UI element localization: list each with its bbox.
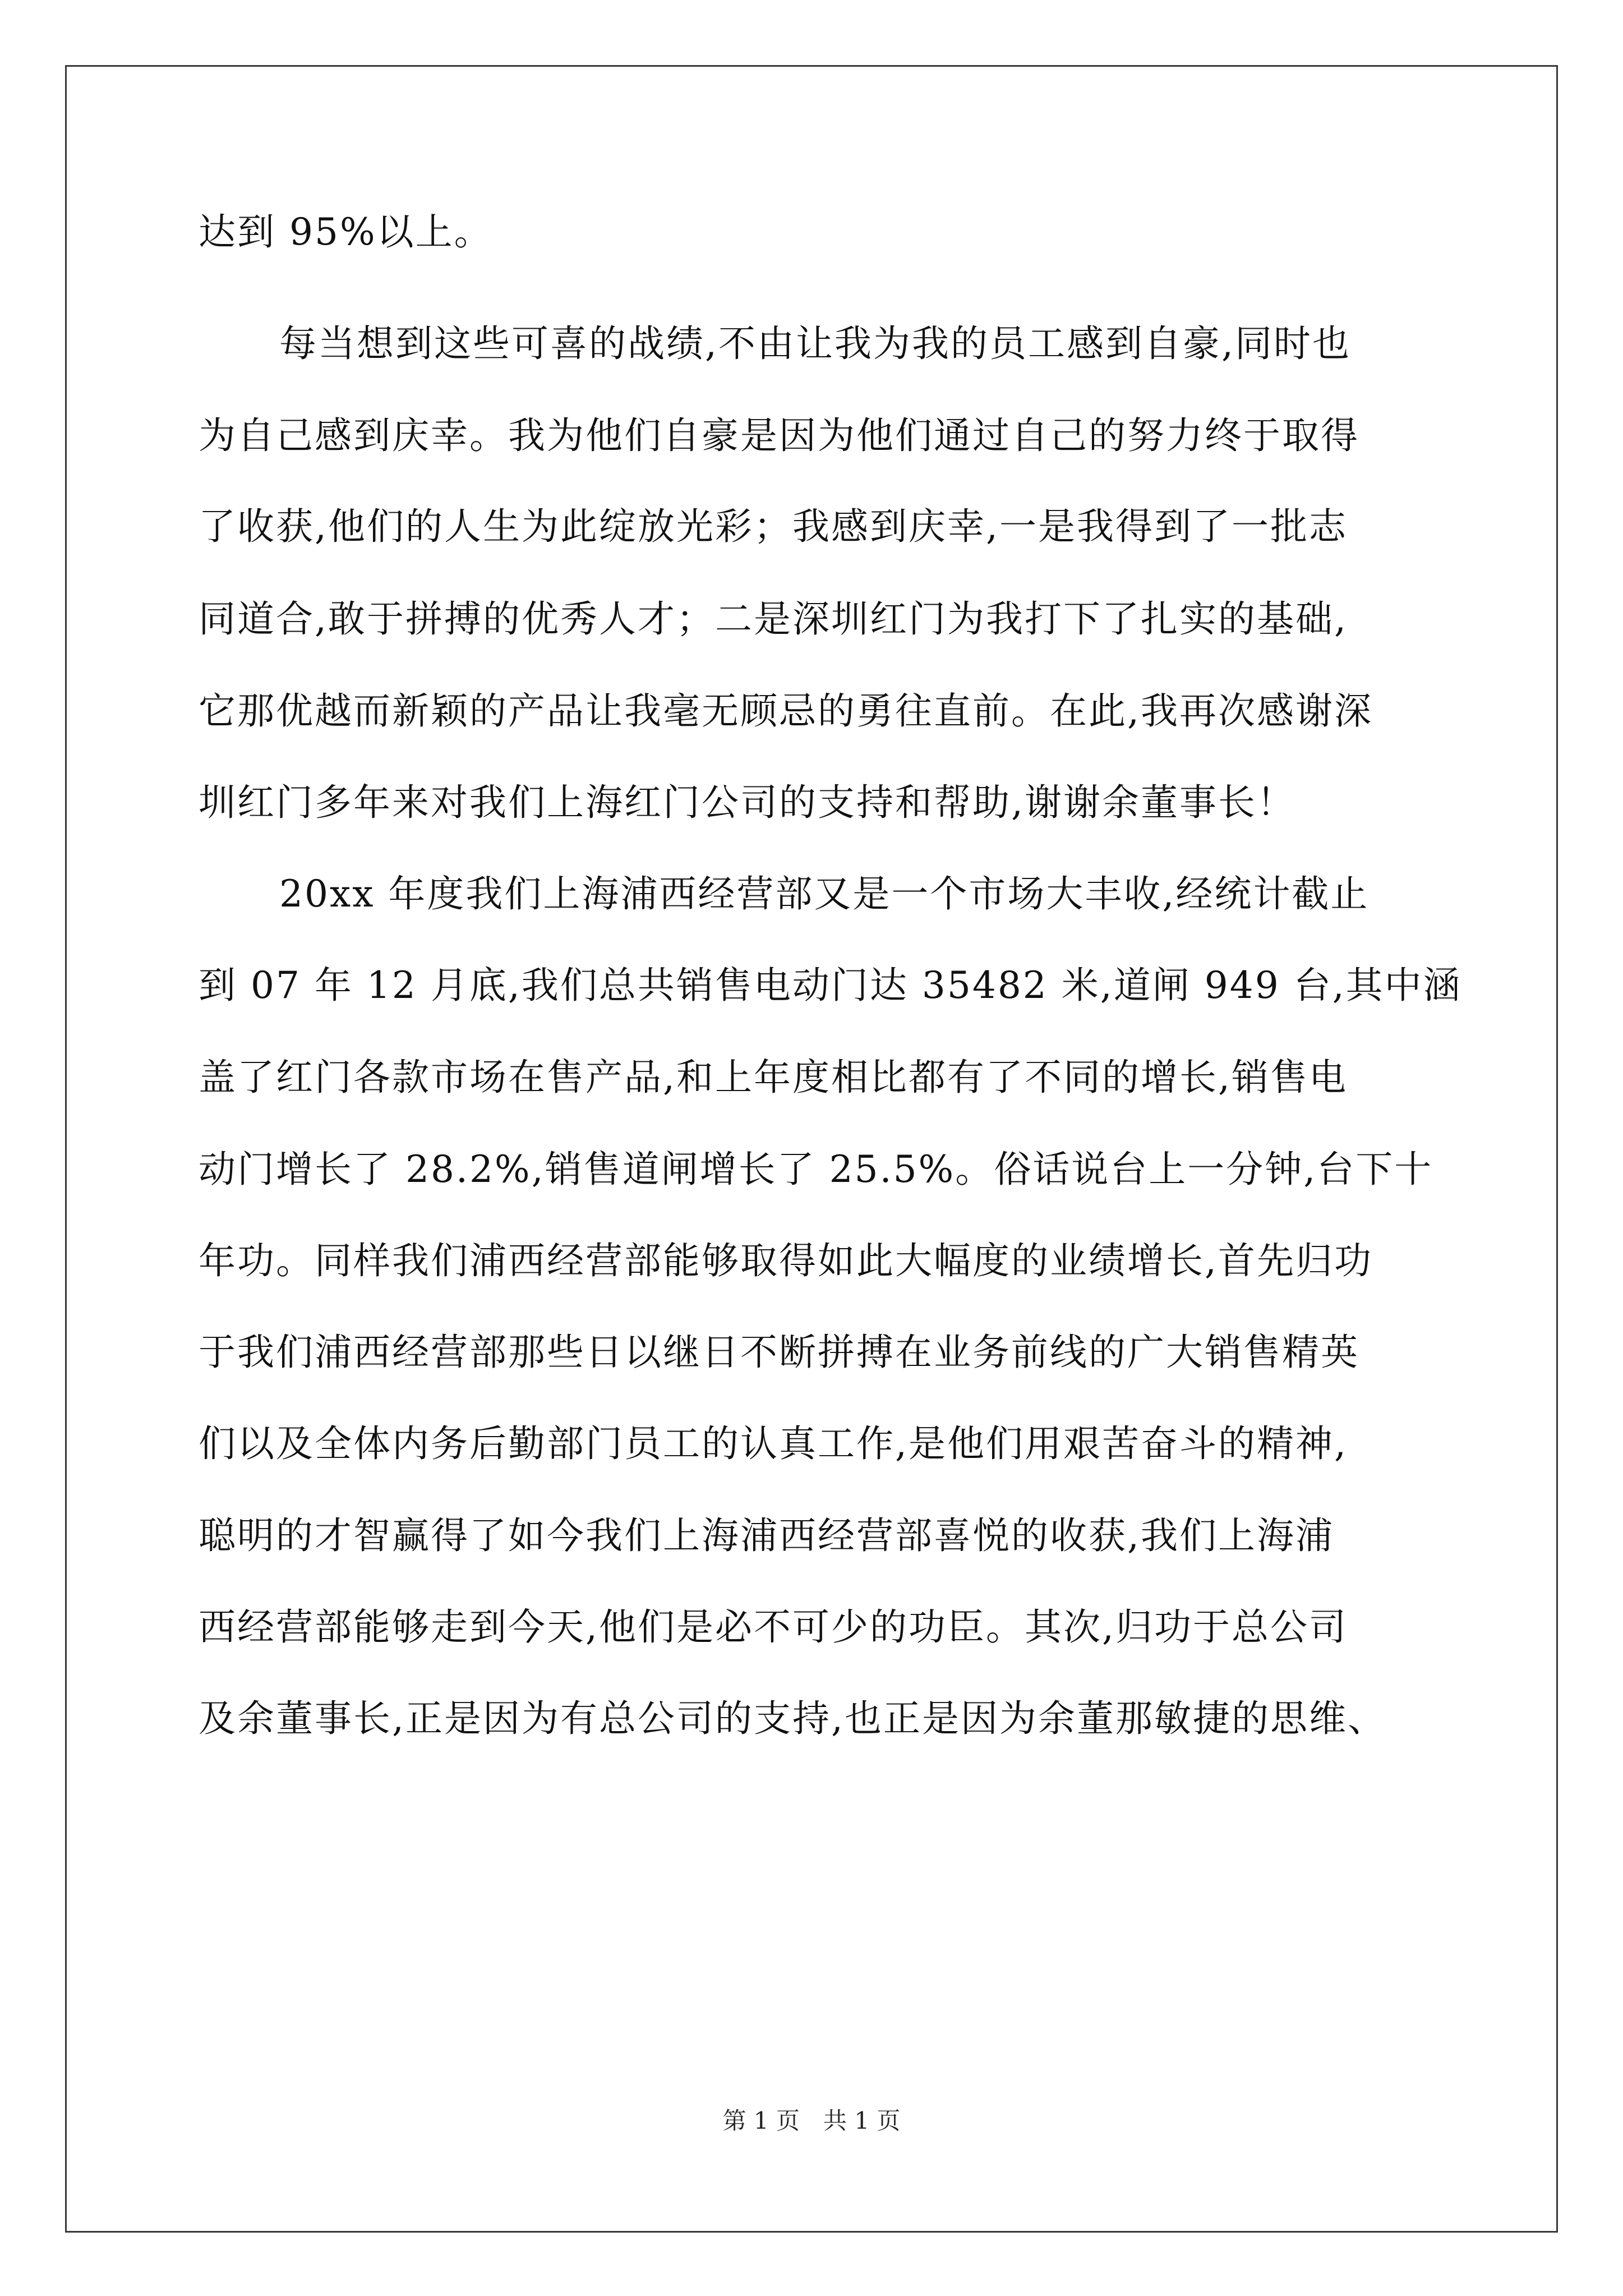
text-line: 西经营部能够走到今天,他们是必不可少的功臣。其次,归功于总公司 xyxy=(199,1605,1348,1649)
text-line: 它那优越而新颖的产品让我毫无顾忌的勇往直前。在此,我再次感谢深 xyxy=(199,689,1373,733)
text-line: 了收获,他们的人生为此绽放光彩；我感到庆幸,一是我得到了一批志 xyxy=(199,505,1348,548)
page-number-footer: 第 1 页 共 1 页 xyxy=(722,2107,901,2134)
text-line: 及余董事长,正是因为有总公司的支持,也正是因为余董那敏捷的思维、 xyxy=(199,1697,1386,1740)
text-line: 达到 95%以上。 xyxy=(199,210,493,254)
text-line: 为自己感到庆幸。我为他们自豪是因为他们通过自己的努力终于取得 xyxy=(199,414,1359,457)
text-line: 聪明的才智赢得了如今我们上海浦西经营部喜悦的收获,我们上海浦 xyxy=(199,1514,1334,1557)
text-line: 年功。同样我们浦西经营部能够取得如此大幅度的业绩增长,首先归功 xyxy=(199,1239,1373,1282)
text-line: 盖了红门各款市场在售产品,和上年度相比都有了不同的增长,销售电 xyxy=(199,1056,1348,1099)
text-line: 动门增长了 28.2%,销售道闸增长了 25.5%。俗话说台上一分钟,台下十 xyxy=(199,1148,1433,1191)
paragraph-first-line: 每当想到这些可喜的战绩,不由让我为我的员工感到自豪,同时也 xyxy=(279,322,1351,365)
text-line: 同道合,敢于拼搏的优秀人才；二是深圳红门为我打下了扎实的基础, xyxy=(199,597,1348,641)
text-line: 们以及全体内务后勤部门员工的认真工作,是他们用艰苦奋斗的精神, xyxy=(199,1422,1348,1465)
text-line: 到 07 年 12 月底,我们总共销售电动门达 35482 米,道闸 949 台,其中涵 xyxy=(199,964,1462,1007)
text-line: 圳红门多年来对我们上海红门公司的支持和帮助,谢谢余董事长！ xyxy=(199,781,1295,824)
paragraph-first-line: 20xx 年度我们上海浦西经营部又是一个市场大丰收,经统计截止 xyxy=(279,872,1370,915)
text-line: 于我们浦西经营部那些日以继日不断拼搏在业务前线的广大销售精英 xyxy=(199,1331,1359,1374)
